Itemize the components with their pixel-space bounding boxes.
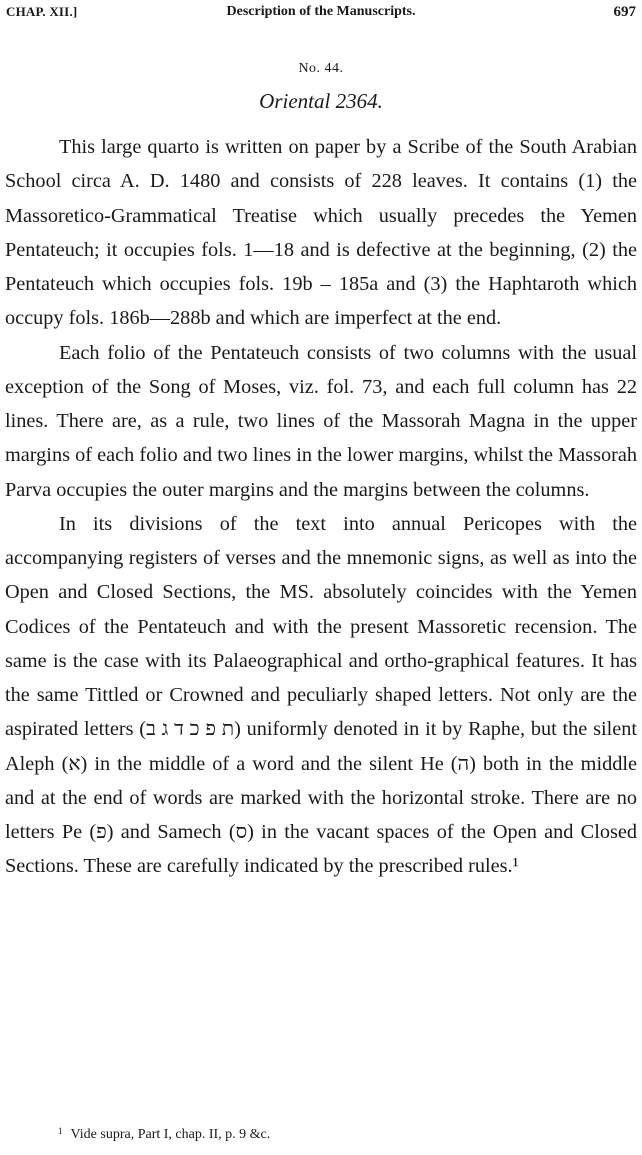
running-header: [6, 4, 636, 24]
chapter-label: CHAP. XII.]: [6, 4, 78, 19]
footnote-text: Vide supra, Part I, chap. II, p. 9 &c.: [70, 1127, 271, 1142]
paragraph-2: Each folio of the Pentateuch consists of two columns with the usual exception of the Song of Moses, viz. fol. 73, and each full column has 22 lines. There are, as a rule, two lines of the Massorah Magna in the upper margins of each folio and two lines in the lower margins, whilst the Massorah Parva occupies the outer margins and the margins between the columns.: [5, 341, 637, 501]
paragraph-3: In its divisions of the text into annual Pericopes with the accompanying registers of verses and the mnemonic signs, as well as into the Open and Closed Sections, the MS. absolutely coincides with the Yemen Codices of the Pentateuch and with the present Massoretic recension. The same is the case with its Palaeographical and ortho-graphical features. It has the same Tittled or Crowned and peculiarly shaped letters. Not only are the aspirated letters (ת פ כ ד ג ב) uniformly denoted in it by Raphe, but the silent Aleph (א) in the middle of a word and the silent He (ה) both in the middle and at the end of words are marked with the horizontal stroke. There are no letters Pe (פ) and Samech (ס) in the vacant spaces of the Open and Closed Sections. These are carefully indicated by the prescribed rules.¹: [5, 512, 638, 878]
body-text: [5, 130, 637, 884]
footnote-marker: 1: [58, 1126, 63, 1136]
page-number: 697: [613, 4, 636, 20]
manuscript-title: Oriental 2364.: [259, 89, 383, 113]
footnote: [58, 1126, 270, 1143]
running-title: Description of the Manuscripts.: [226, 4, 416, 19]
entry-number: No. 44.: [298, 61, 344, 76]
paragraph-1: This large quarto is written on paper by a Scribe of the South Arabian School circa A. D. 1480 and consists of 228 leaves. It contains (1) the Massoretico-Grammatical Treatise which usually precedes the Yemen Pentateuch; it occupies fols. 1—18 and is defective at the beginning, (2) the Pentateuch which occupies fols. 19b – 185a and (3) the Haphtaroth which occupy fols. 186b—288b and which are imperfect at the end.: [5, 136, 637, 330]
